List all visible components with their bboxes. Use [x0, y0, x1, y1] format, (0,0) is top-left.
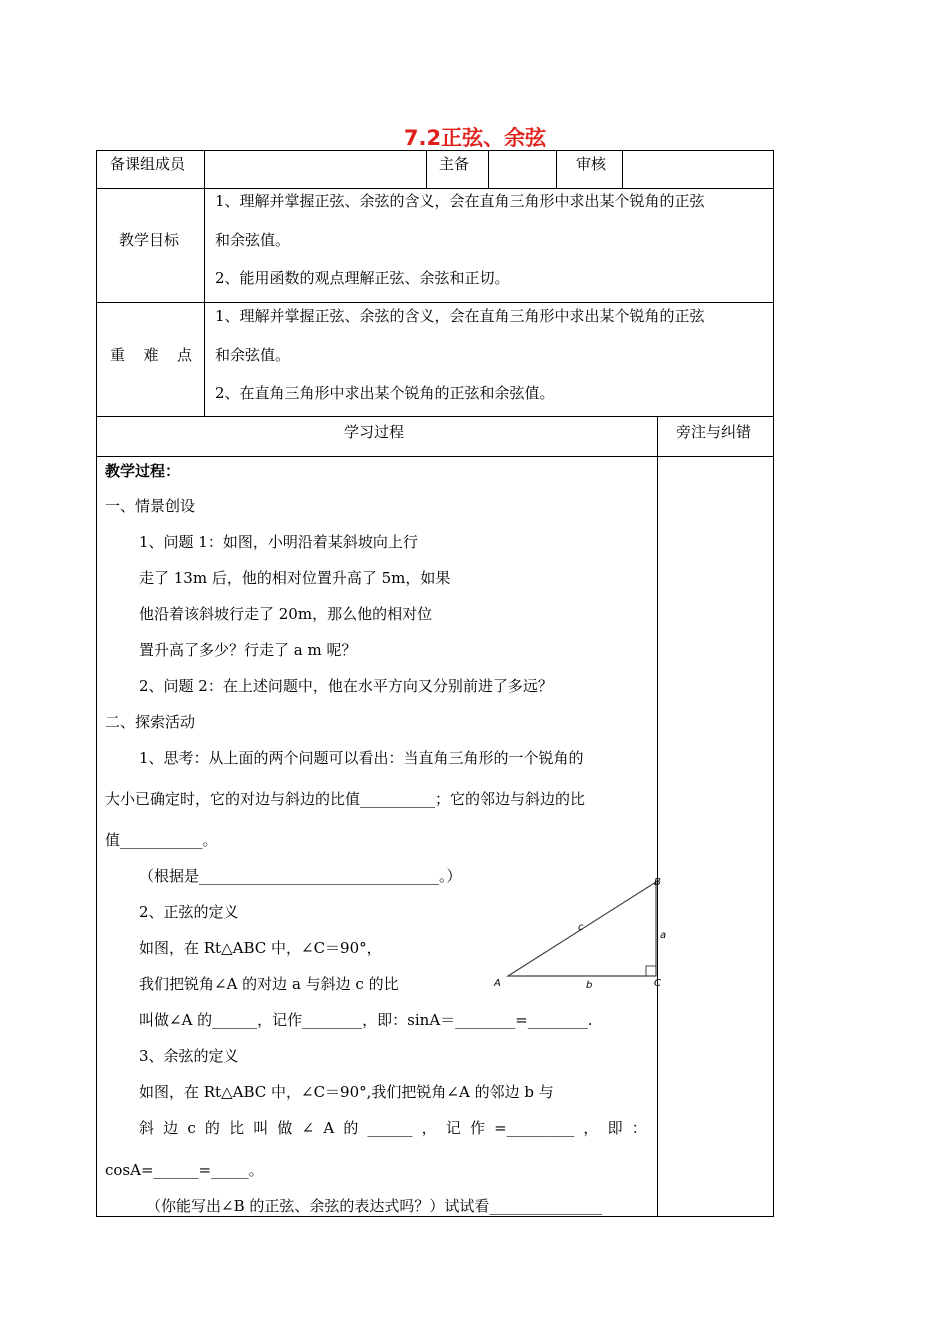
- col-divider: [556, 150, 557, 188]
- justified-word: c: [187, 1119, 196, 1137]
- lead-label: 主备: [439, 155, 470, 173]
- table-border-bottom: [96, 1216, 774, 1217]
- justified-word: 作: [470, 1119, 486, 1137]
- table-border-right: [773, 150, 774, 1217]
- keypoints-label: [110, 345, 192, 365]
- col-divider: [657, 416, 658, 1216]
- justified-word: 斜: [139, 1119, 155, 1137]
- body-line: 他沿着该斜坡行走了 20m，那么他的相对位: [139, 605, 433, 623]
- vertex-label-a: A: [494, 978, 501, 989]
- justified-word: =_________: [494, 1119, 575, 1137]
- row-divider: [96, 188, 774, 189]
- justified-word: ，: [421, 1119, 437, 1137]
- row-divider: [96, 302, 774, 303]
- body-line: 我们把锐角∠A 的对边 a 与斜边 c 的比: [139, 975, 399, 993]
- review-label: 审核: [576, 155, 607, 173]
- body-line: （你能写出∠B 的正弦、余弦的表达式吗？）试试看_______________: [146, 1197, 602, 1215]
- justified-word: ，: [583, 1119, 599, 1137]
- goals-line: 2、能用函数的观点理解正弦、余弦和正切。: [215, 269, 510, 287]
- body-line: 1、问题 1：如图，小明沿着某斜坡向上行: [139, 533, 418, 551]
- body-heading: 教学过程：: [105, 462, 181, 480]
- keypoints-label-char: 点: [176, 346, 192, 364]
- justified-word: ∠: [301, 1119, 315, 1137]
- keypoints-line: 和余弦值。: [215, 346, 291, 364]
- keypoints-line: 1、理解并掌握正弦、余弦的含义，会在直角三角形中求出某个锐角的正弦: [215, 307, 705, 325]
- justified-word: 边: [163, 1119, 179, 1137]
- justified-word: A: [323, 1119, 335, 1137]
- section-heading: 二、探索活动: [105, 713, 196, 731]
- vertex-label-b: B: [654, 877, 661, 888]
- body-line: 大小已确定时，它的对边与斜边的比值__________；它的邻边与斜边的比: [105, 790, 586, 808]
- keypoints-line: 2、在直角三角形中求出某个锐角的正弦和余弦值。: [215, 384, 555, 402]
- body-line: 2、问题 2：在上述问题中，他在水平方向又分别前进了多远？: [139, 677, 553, 695]
- row-divider: [96, 416, 774, 417]
- goals-label: 教学目标: [119, 231, 180, 249]
- vertex-label-c: C: [654, 978, 661, 989]
- goals-line: 1、理解并掌握正弦、余弦的含义，会在直角三角形中求出某个锐角的正弦: [215, 192, 705, 210]
- table-border-left: [96, 150, 97, 1217]
- body-line-justified: [139, 1118, 647, 1138]
- side-label-c: c: [578, 922, 584, 933]
- row-divider: [96, 456, 774, 457]
- table-border-top: [96, 150, 774, 151]
- body-line: 如图，在 Rt△ABC 中，∠C＝90°，: [139, 939, 382, 957]
- body-line: （根据是________________________________。）: [139, 867, 462, 885]
- col-divider: [622, 150, 623, 188]
- body-line: 走了 13m 后，他的相对位置升高了 5m，如果: [139, 569, 451, 587]
- side-label-a: a: [660, 930, 667, 941]
- col-divider: [426, 150, 427, 188]
- body-line: 1、思考：从上面的两个问题可以看出：当直角三角形的一个锐角的: [139, 749, 584, 767]
- process-header: 学习过程: [344, 423, 405, 441]
- section-heading: 一、情景创设: [105, 497, 196, 515]
- notes-header: 旁注与纠错: [676, 423, 752, 441]
- col-divider: [204, 150, 205, 416]
- justified-word: 做: [277, 1119, 293, 1137]
- justified-word: 即: [607, 1119, 623, 1137]
- justified-word: 的: [204, 1119, 220, 1137]
- members-label: 备课组成员: [110, 155, 186, 173]
- right-angle-mark: [646, 966, 656, 976]
- body-line: 叫做∠A 的______，记作________，即：sinA＝________=________.: [139, 1011, 593, 1029]
- page-title: 7.2正弦、余弦: [403, 126, 547, 150]
- body-line: 值___________。: [105, 831, 218, 849]
- side-label-b: b: [586, 980, 593, 991]
- body-line: 3、余弦的定义: [139, 1047, 239, 1065]
- justified-word: ：: [631, 1119, 647, 1137]
- right-triangle-figure: [490, 872, 680, 994]
- body-line: cosA=______=_____。: [105, 1161, 264, 1179]
- keypoints-label-char: 难: [143, 346, 159, 364]
- goals-line: 和余弦值。: [215, 231, 291, 249]
- body-line: 2、正弦的定义: [139, 903, 239, 921]
- justified-word: ______: [367, 1119, 413, 1137]
- col-divider: [488, 150, 489, 188]
- body-line: 置升高了多少？行走了 a m 呢？: [139, 641, 357, 659]
- justified-word: 记: [445, 1119, 461, 1137]
- keypoints-label-char: 重: [110, 346, 126, 364]
- justified-word: 的: [343, 1119, 359, 1137]
- body-line: 如图，在 Rt△ABC 中，∠C＝90°,我们把锐角∠A 的邻边 b 与: [139, 1083, 554, 1101]
- justified-word: 比: [229, 1119, 245, 1137]
- justified-word: 叫: [253, 1119, 269, 1137]
